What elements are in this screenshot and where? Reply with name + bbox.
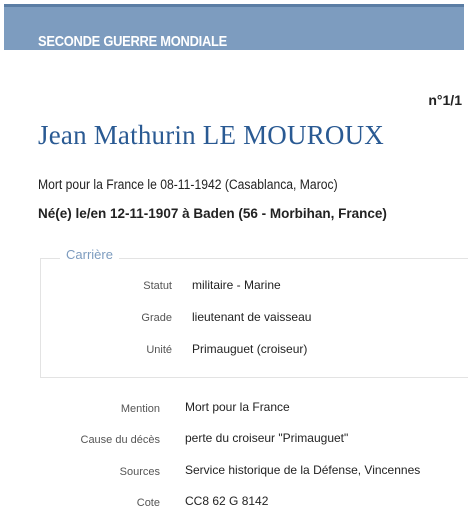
detail-label-sources: Sources [119, 466, 160, 478]
career-label-grade: Grade [141, 312, 172, 324]
detail-value-sources: Service historique de la Défense, Vincennes [185, 463, 421, 477]
detail-value-cause: perte du croiseur "Primauguet" [185, 431, 349, 445]
banner-title: SECONDE GUERRE MONDIALE [38, 33, 228, 50]
career-value-grade: lieutenant de vaisseau [192, 310, 312, 324]
detail-value-mention: Mort pour la France [185, 400, 290, 414]
detail-label-mention: Mention [120, 403, 160, 415]
career-label-unite: Unité [146, 344, 172, 356]
career-value-statut: militaire - Marine [192, 278, 281, 292]
career-label-statut: Statut [143, 280, 172, 292]
record-number: n°1/1 [428, 92, 462, 108]
career-legend: Carrière [60, 247, 119, 262]
birth-info: Né(e) le/en 12-11-1907 à Baden (56 - Morbihan, France) [38, 206, 387, 221]
career-value-unite: Primauguet (croiseur) [192, 342, 308, 356]
death-info: Mort pour la France le 08-11-1942 (Casablanca, Maroc) [38, 177, 338, 192]
detail-label-cote: Cote [136, 497, 160, 509]
detail-value-cote: CC8 62 G 8142 [185, 494, 269, 508]
person-name: Jean Mathurin LE MOUROUX [38, 120, 385, 150]
section-banner [4, 4, 464, 50]
detail-label-cause: Cause du décès [80, 434, 160, 446]
